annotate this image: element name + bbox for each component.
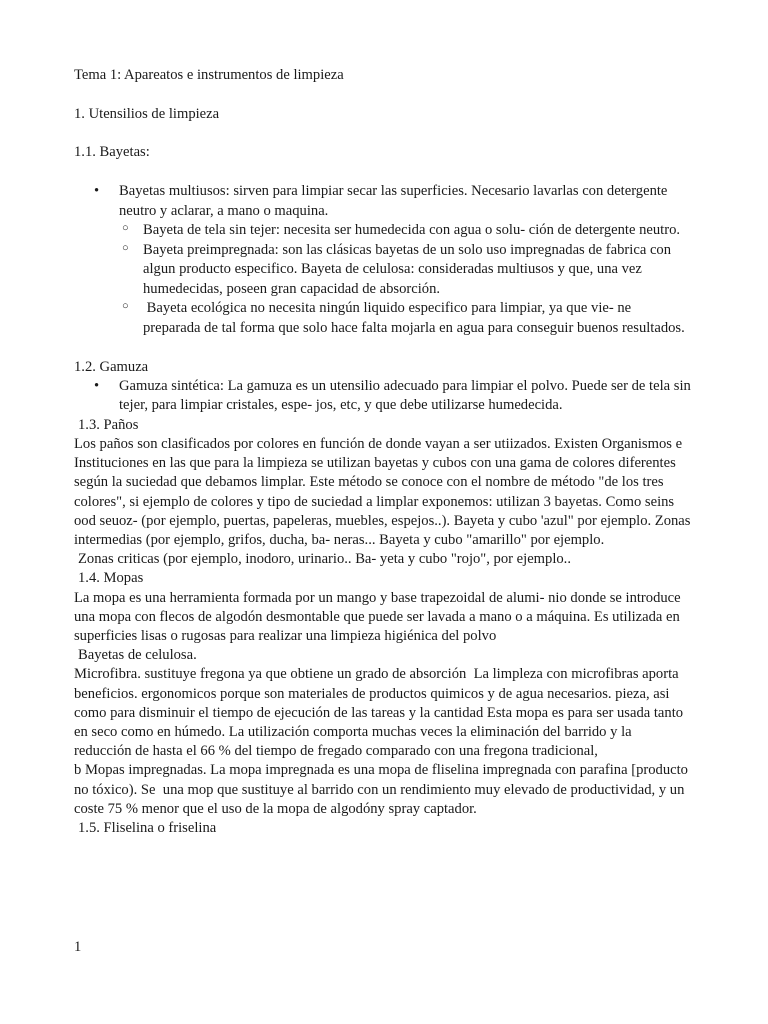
sub-list-item-text: Bayeta ecológica no necesita ningún liquido especifico para limpiar, ya que vie- ne preparada de tal forma que solo hace falta mojarla en agua para conseguir buenos resultados. (143, 300, 685, 336)
paragraph-microfibra: Microfibra. sustituye fregona ya que obtiene un grado de absorción La limpleza con microfibras aporta beneficios. ergonomicos porque son materiales de productos quimicos y de agua necesarios. pieza, asi como para disminuir el tiempo de ejecución de las tareas y la cantidad Esta mopa es para ser usada tanto en seco como en húmedo. La utilización comporta muchas veces la eliminación del barrido y la reducción de hasta el 66 % del tiempo de fregado comparado con una fregona tradicional, (74, 666, 687, 760)
circle-bullet-icon: ○ (122, 241, 129, 254)
document-title: Tema 1: Apareatos e instrumentos de limpieza (74, 67, 344, 83)
page-number: 1 (74, 939, 82, 955)
circle-bullet-icon: ○ (122, 300, 129, 313)
sub-list-item-ecologica (74, 299, 692, 338)
paragraph-panos: Los paños son clasificados por colores en función de donde vayan a ser utiizados. Existen Organismos e Instituciones en las que para la limpieza se utilizan bayetas y cubos con una gama de colores diferentes según la suciedad que debamos limplar. Este método se conoce con el nombre de método "de los tres colores", si ejemplo de colores y tipo de suciedad a limplar exponemos: utilizan 3 bayetas. Como seins ood seuoz- (por ejemplo, puertas, papeleras, muebles, espejos..). Bayeta y cubo 'azul" por ejemplo. Zonas intermedias (por ejemplo, grifos, ducha, ba- neras... Bayeta y cubo "amarillo" por ejemplo. (74, 436, 691, 549)
section-heading-1-5: 1.5. Fliselina o friselina (78, 820, 217, 837)
list-item-text: Bayetas multiusos: sirven para limpiar secar las superficies. Necesario lavarlas con detergente neutro y aclarar, a mano o maquina. (119, 183, 668, 219)
section-heading-1: 1. Utensilios de limpieza (74, 105, 220, 122)
list-item-text: Gamuza sintética: La gamuza es un utensilio adecuado para limpiar el polvo. Puede ser de tela sin tejer, para limpiar cristales, espe- jos, etc, y que debe utilizarse humedecida. (119, 377, 691, 414)
bullet-icon: • (94, 377, 100, 394)
section-heading-1-1: 1.1. Bayetas: (74, 144, 150, 161)
paragraph-zonas-criticas: Zonas criticas (por ejemplo, inodoro, urinario.. Ba- yeta y cubo "rojo", por ejemplo.. (78, 551, 571, 568)
sub-list-item-preimpregnada (74, 241, 692, 300)
paragraph-mopas: La mopa es una herramienta formada por un mango y base trapezoidal de alumi- nio donde se introduce una mopa con flecos de algodón desmontable que puede ser lavada a mano o a máquina. Es utilizada en superficies lisas o rugosas para realizar una limpieza higiénica del polvo (74, 589, 681, 645)
circle-bullet-icon: ○ (122, 222, 129, 235)
paragraph-bayetas-celulosa: Bayetas de celulosa. (78, 647, 197, 664)
sub-list-item-text: Bayeta preimpregnada: son las clásicas bayetas de un solo uso impregnadas de fabrica con algun producto especifico. Bayeta de celulosa: consideradas multiusos y que, una vez humedecidas, poseen gran capacidad de absorción. (143, 241, 672, 297)
bullet-icon: • (94, 183, 100, 200)
section-heading-1-2: 1.2. Gamuza (74, 358, 149, 375)
document-page (74, 66, 692, 838)
section-heading-1-3: 1.3. Paños (78, 416, 139, 433)
section-heading-1-4: 1.4. Mopas (78, 570, 144, 587)
sub-list-item-tela-sin-tejer (74, 221, 692, 241)
list-item-gamuza (74, 377, 692, 416)
sub-list-item-text: Bayeta de tela sin tejer: necesita ser humedecida con agua o solu- ción de detergente neutro. (143, 222, 681, 239)
list-item-bayetas-multiusos (74, 182, 692, 221)
paragraph-mopas-impregnadas: b Mopas impregnadas. La mopa impregnada es una mopa de fliselina impregnada con parafina [producto no tóxico). Se una mop que sustituye al barrido con un rendimiento muy elevado de productividad, y un coste 75 % menor que el uso de la mopa de algodóny spray captador. (74, 762, 692, 817)
